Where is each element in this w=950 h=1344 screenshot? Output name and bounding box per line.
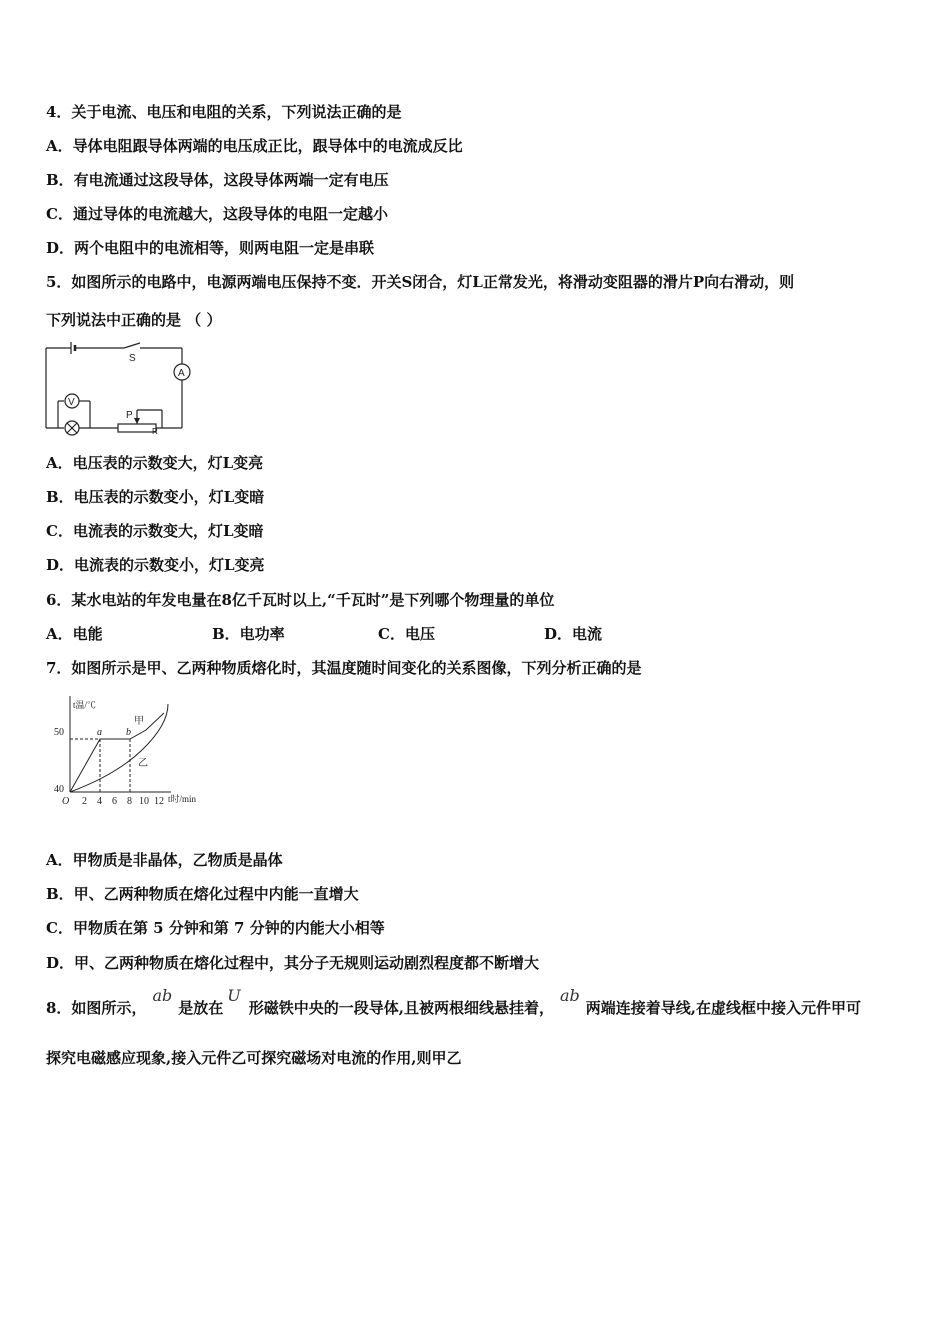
x-tick-10: 10	[139, 796, 149, 807]
curve-yi	[70, 704, 168, 792]
q5-option-a: A．电压表的示数变大，灯L变亮	[46, 454, 264, 472]
q8-mid1: 是放在	[178, 999, 224, 1017]
q5-stem-line1: 5．如图所示的电路中，电源两端电压保持不变．开关S闭合，灯L正常发光，将滑动变阻器的滑片P向右滑动，则	[46, 273, 795, 291]
q6-option-b: B．电功率	[212, 625, 285, 643]
switch-blade	[124, 343, 140, 348]
q8-var-ab2: ab	[559, 986, 580, 1005]
x-tick-4: 4	[97, 796, 102, 807]
q5-option-d: D．电流表的示数变小，灯L变亮	[46, 556, 265, 574]
q5-option-b: B．电压表的示数变小，灯L变暗	[46, 488, 265, 506]
curve-jia	[70, 713, 164, 792]
q4-option-c: C．通过导体的电流越大，这段导体的电阻一定越小	[46, 205, 388, 223]
q5-circuit-diagram	[40, 338, 200, 438]
q8-tail: 两端连接着导线,在虚线框中接入元件甲可	[585, 999, 861, 1017]
q6-option-a: A．电能	[46, 625, 103, 643]
point-a-label: a	[97, 727, 102, 738]
q7-option-b: B．甲、乙两种物质在熔化过程中内能一直增大	[46, 885, 359, 903]
x-tick-6: 6	[112, 796, 117, 807]
q6-option-d: D．电流	[544, 625, 603, 643]
ammeter-label: A	[178, 368, 185, 379]
switch-label: S	[129, 353, 136, 364]
q4-option-d: D．两个电阻中的电流相等，则两电阻一定是串联	[46, 239, 375, 257]
x-tick-8: 8	[127, 796, 132, 807]
point-b-label: b	[126, 727, 131, 738]
x-axis-label: t时/min	[168, 794, 197, 804]
q7-stem: 7．如图所示是甲、乙两种物质熔化时，其温度随时间变化的关系图像，下列分析正确的是	[46, 659, 642, 677]
q8-mid2: 形磁铁中央的一段导体,且被两根细线悬挂着，	[248, 999, 554, 1017]
q7-option-c: C．甲物质在第 5 分钟和第 7 分钟的内能大小相等	[46, 919, 385, 937]
y-tick-40: 40	[54, 784, 64, 795]
curve-jia-label: 甲	[134, 716, 144, 727]
q6-option-c: C．电压	[378, 625, 435, 643]
voltmeter-label: V	[68, 397, 75, 408]
q8-prefix: 8．如图所示，	[46, 999, 147, 1017]
slider-label: P	[126, 410, 133, 421]
slider-arrow	[134, 418, 140, 424]
q7-melting-graph	[46, 690, 216, 810]
q7-option-d: D．甲、乙两种物质在熔化过程中，其分子无规则运动剧烈程度都不断增大	[46, 954, 540, 972]
x-tick-2: 2	[82, 796, 87, 807]
y-axis-label: t温/℃	[73, 700, 97, 710]
rheostat-symbol	[118, 424, 156, 432]
q8-var-u: U	[227, 986, 241, 1005]
q6-stem: 6．某水电站的年发电量在8亿千瓦时以上,“千瓦时”是下列哪个物理量的单位	[46, 591, 555, 609]
q7-option-a: A．甲物质是非晶体，乙物质是晶体	[46, 851, 283, 869]
y-tick-50: 50	[54, 727, 64, 738]
q8-stem-line2: 探究电磁感应现象,接入元件乙可探究磁场对电流的作用,则甲乙	[46, 1049, 462, 1067]
q8-var-ab: ab	[152, 986, 173, 1005]
q6-options	[46, 624, 602, 644]
x-tick-0: O	[62, 796, 70, 807]
x-tick-12: 12	[154, 796, 164, 807]
q5-option-c: C．电流表的示数变大，灯L变暗	[46, 522, 264, 540]
q5-stem-line2: 下列说法中正确的是 （ ）	[46, 311, 222, 329]
q4-option-b: B．有电流通过这段导体，这段导体两端一定有电压	[46, 171, 389, 189]
curve-yi-label: 乙	[138, 758, 148, 769]
q4-stem: 4．关于电流、电压和电阻的关系，下列说法正确的是	[46, 103, 402, 121]
q8-stem-line1	[46, 986, 861, 1018]
resistor-label: R	[152, 427, 158, 436]
q4-option-a: A．导体电阻跟导体两端的电压成正比，跟导体中的电流成反比	[46, 137, 463, 155]
